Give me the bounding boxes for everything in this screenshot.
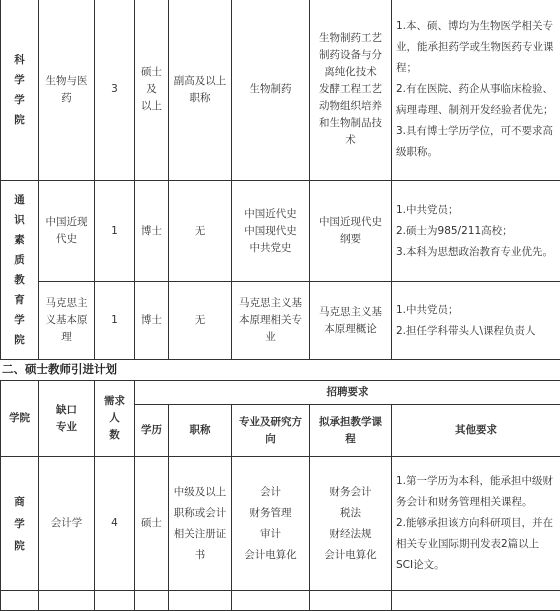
- field-cell: 中国近代史 中国现代史 中共党史: [232, 181, 310, 282]
- empty-cell: [135, 591, 169, 611]
- column-header-course: 拟承担教学课程: [310, 405, 392, 457]
- requirement-line: 2.担任学科带头人\课程负责人: [396, 321, 556, 342]
- requirement-line: 3.具有博士学历学位，可不要求高级职称。: [396, 121, 556, 163]
- requirement-line: 1.第一学历为本科，能承担中级财务会计和财务管理相关课程。: [396, 471, 556, 513]
- empty-cell: [310, 591, 392, 611]
- empty-cell: [232, 591, 310, 611]
- course-cell: 财务会计 税法 财经法规 会计电算化: [310, 457, 392, 591]
- field-cell: 会计 财务管理 审计 会计电算化: [232, 457, 310, 591]
- column-header-requirements: 招聘要求: [135, 381, 560, 405]
- column-header-other: 其他要求: [392, 405, 560, 457]
- college-char: 院: [5, 535, 34, 557]
- column-header-title: 职称: [169, 405, 232, 457]
- count-cell: 1: [95, 282, 135, 360]
- college-char: 识: [5, 210, 34, 230]
- college-cell: [1, 0, 39, 181]
- course-cell: 中国近现代史 纲要: [310, 181, 392, 282]
- education-cell: 博士: [135, 181, 169, 282]
- column-header-count: 需求人 数: [95, 381, 135, 457]
- college-char: 学: [5, 90, 34, 110]
- column-header-education: 学历: [135, 405, 169, 457]
- college-char: 科: [5, 50, 34, 70]
- empty-cell: [169, 591, 232, 611]
- major-cell: 生物与医 药: [39, 0, 95, 181]
- course-cell: 生物制药工艺 制药设备与分 离纯化技术 发酵工程工艺 动物组织培养 和生物制品技 术: [310, 0, 392, 181]
- college-char: 院: [5, 110, 34, 130]
- requirement-line: 1.中共党员；: [396, 200, 556, 221]
- count-cell: 3: [95, 0, 135, 181]
- college-char: 学: [5, 513, 34, 535]
- count-cell: 1: [95, 181, 135, 282]
- table-row: [1, 0, 560, 181]
- requirement-line: 2.能够承担该方向科研项目，并在相关专业国际期刊发表2篇以上SCI论文。: [396, 513, 556, 576]
- empty-cell: [39, 591, 95, 611]
- title-cell: 无: [169, 181, 232, 282]
- other-requirements-cell: [392, 0, 560, 181]
- course-cell: 马克思主义基 本原理概论: [310, 282, 392, 360]
- college-char: 商: [5, 491, 34, 513]
- college-char: 育: [5, 290, 34, 310]
- requirement-line: 1.中共党员；: [396, 300, 556, 321]
- college-cell: [1, 181, 39, 360]
- title-cell: 副高及以上 职称: [169, 0, 232, 181]
- college-char: 学: [5, 310, 34, 330]
- column-header-field: 专业及研究方 向: [232, 405, 310, 457]
- other-requirements-cell: [392, 282, 560, 360]
- title-cell: 中级及以上 职称或会计 相关注册证 书: [169, 457, 232, 591]
- requirement-line: 3.本科为思想政治教育专业优先。: [396, 242, 556, 263]
- table-row: [1, 457, 560, 591]
- field-cell: 生物制药: [232, 0, 310, 181]
- field-cell: 马克思主义基 本原理相关专 业: [232, 282, 310, 360]
- requirement-line: 2.有在医院、药企从事临床检验、病理毒理、制剂开发经验者优先；: [396, 79, 556, 121]
- other-requirements-cell: [392, 181, 560, 282]
- column-header-major: 缺口 专业: [39, 381, 95, 457]
- other-requirements-cell: [392, 457, 560, 591]
- college-char: 教: [5, 270, 34, 290]
- college-char: 质: [5, 250, 34, 270]
- college-char: 素: [5, 230, 34, 250]
- major-cell: 马克思主 义基本原 理: [39, 282, 95, 360]
- major-cell: 会计学: [39, 457, 95, 591]
- education-cell: 硕士及 以上: [135, 0, 169, 181]
- college-char: 院: [5, 330, 34, 350]
- college-cell: [1, 457, 39, 591]
- education-cell: 硕士: [135, 457, 169, 591]
- table-header-row: [1, 381, 560, 405]
- count-cell: 4: [95, 457, 135, 591]
- empty-cell: [1, 591, 39, 611]
- college-char: 学: [5, 70, 34, 90]
- table-row: [1, 591, 560, 611]
- table-row: [1, 282, 560, 360]
- empty-cell: [392, 591, 560, 611]
- education-cell: 博士: [135, 282, 169, 360]
- college-char: 通: [5, 190, 34, 210]
- requirement-line: 2.硕士为985/211高校；: [396, 221, 556, 242]
- column-header-college: 学院: [1, 381, 39, 457]
- faculty-plan-table-2: [0, 380, 560, 611]
- empty-cell: [95, 591, 135, 611]
- major-cell: 中国近现 代史: [39, 181, 95, 282]
- title-cell: 无: [169, 282, 232, 360]
- requirement-line: 1.本、硕、博均为生物医学相关专业，能承担药学或生物医药专业课程；: [396, 16, 556, 79]
- table-row: [1, 181, 560, 282]
- section-heading: 二、硕士教师引进计划: [2, 361, 117, 378]
